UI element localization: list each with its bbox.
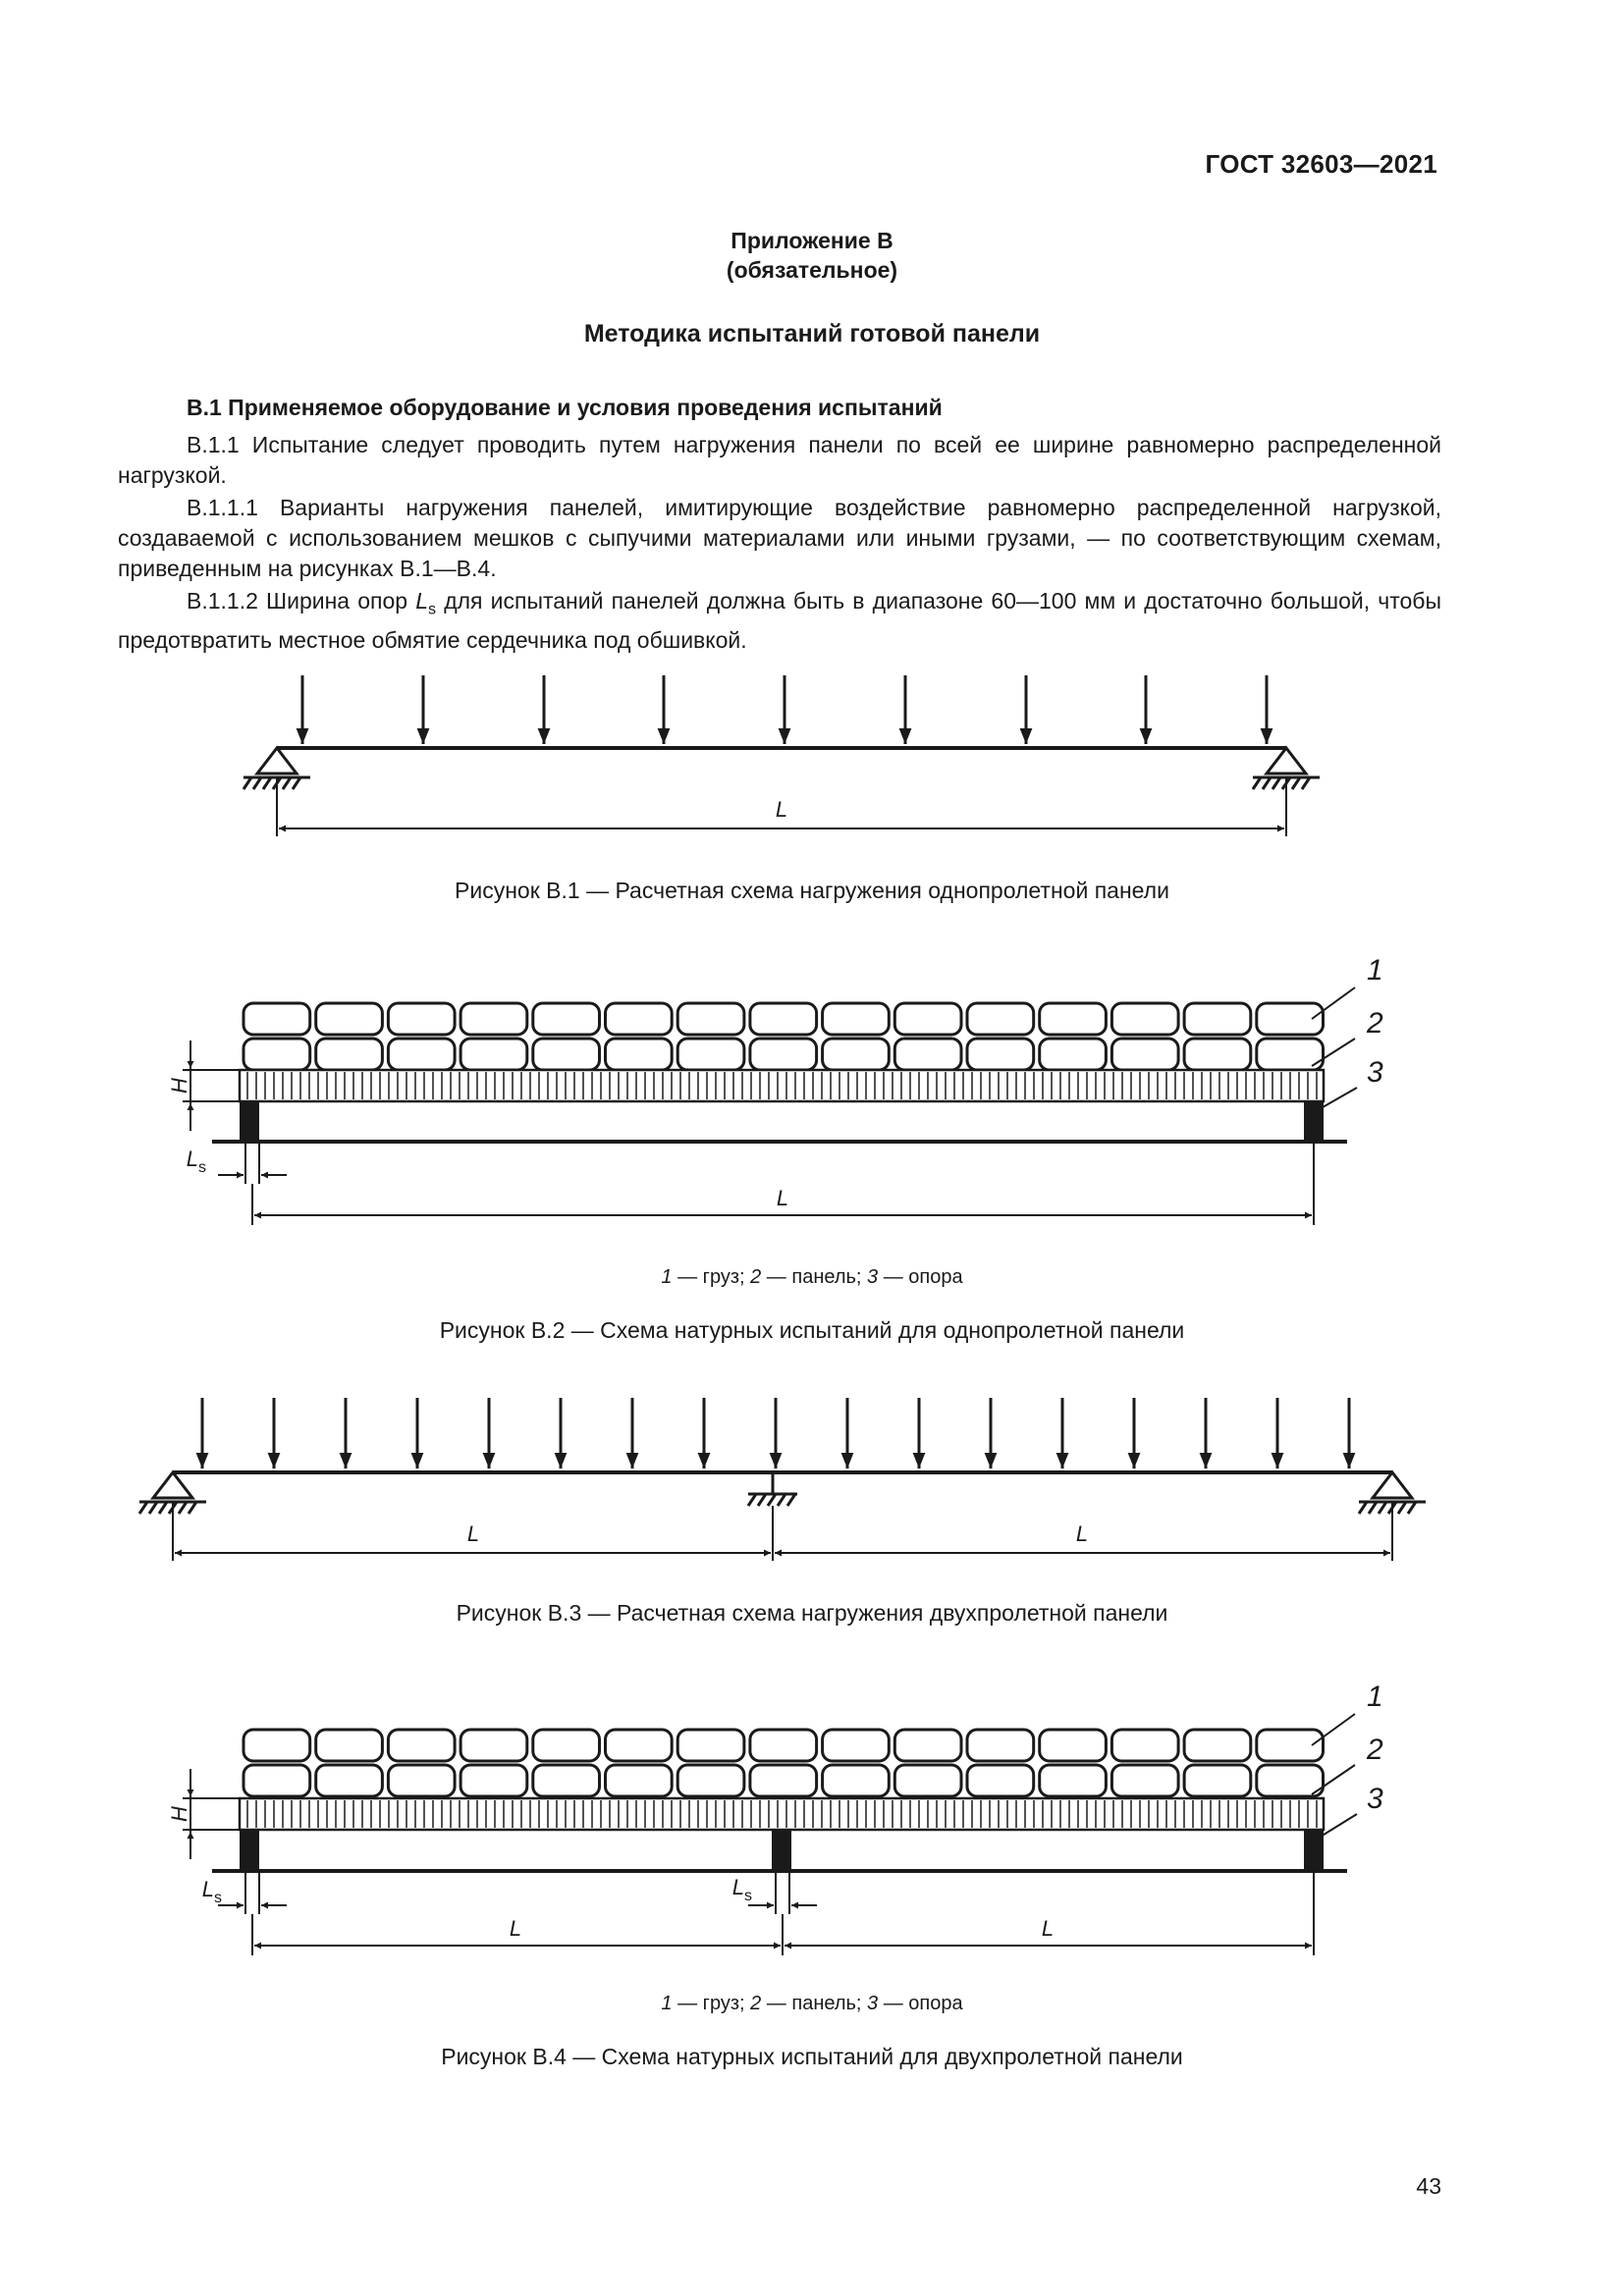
figure-b3-span-label-left: L (466, 1522, 480, 1546)
load-bag (316, 1730, 383, 1761)
figure-b1-caption: Рисунок В.1 — Расчетная схема нагружения однопролетной панели (455, 878, 1169, 903)
load-bag (967, 1003, 1034, 1035)
page-number: 43 (1416, 2173, 1441, 2199)
paragraph-b-1-1-1: В.1.1.1 Варианты нагружения панелей, имитирующие воздействие равномерно распределенной нагрузкой, создаваемой с использованием мешков с сыпучими материалами или иными грузами, — по соответствующим схемам, приведенным на рисунках В.1—В.4. (118, 495, 1441, 581)
load-bag (967, 1730, 1034, 1761)
figure-b4-support-width-dimensions (218, 1871, 817, 1914)
load-bag (606, 1039, 673, 1070)
load-bag (677, 1003, 744, 1035)
load-bag (750, 1765, 817, 1796)
load-bag (1040, 1730, 1107, 1761)
load-bag (1184, 1003, 1251, 1035)
figure-b4-callout-2: 2 (1367, 1734, 1383, 1766)
figure-b2-height-label: H (167, 1078, 191, 1094)
appendix-status: (обязательное) (726, 257, 898, 283)
load-bag (316, 1039, 383, 1070)
load-bag (388, 1730, 455, 1761)
figure-b3-span-dimensions (173, 1502, 1392, 1561)
paragraph-b-1-1: В.1.1 Испытание следует проводить путем нагружения панели по всей ее ширине равномерно распределенной нагрузкой. (118, 432, 1441, 488)
load-bag (316, 1003, 383, 1035)
load-bag (1111, 1765, 1178, 1796)
load-bag (750, 1039, 817, 1070)
load-bag (316, 1765, 383, 1796)
load-bag (1184, 1039, 1251, 1070)
figure-b4-span-dimensions (252, 1871, 1314, 1955)
figure-b2-diagram (0, 952, 1624, 1237)
load-bag (244, 1765, 310, 1796)
figure-b3-diagram (0, 1384, 1624, 1590)
load-bag (894, 1039, 961, 1070)
load-bag (606, 1765, 673, 1796)
load-bag (1040, 1039, 1107, 1070)
load-bag (244, 1039, 310, 1070)
load-bag (677, 1765, 744, 1796)
figure-b2-callout-1: 1 (1367, 954, 1383, 987)
load-bag (533, 1003, 600, 1035)
load-bag (823, 1765, 890, 1796)
load-bag (894, 1765, 961, 1796)
section-title: В.1 Применяемое оборудование и условия проведения испытаний (187, 395, 943, 420)
figure-b1-load-arrows (302, 675, 1267, 744)
load-bag (244, 1730, 310, 1761)
load-bag (460, 1003, 527, 1035)
load-bag (1111, 1039, 1178, 1070)
figure-b3-span-label-right: L (1075, 1522, 1089, 1546)
figure-b2-left-support (240, 1101, 259, 1142)
figure-b4-caption: Рисунок В.4 — Схема натурных испытаний для двухпролетной панели (441, 2044, 1183, 2069)
figure-b2-span-dimension (252, 1142, 1314, 1225)
figure-b2-caption: Рисунок В.2 — Схема натурных испытаний для однопролетной панели (439, 1317, 1185, 1343)
load-bag (823, 1730, 890, 1761)
load-bag (894, 1730, 961, 1761)
figure-b2-panel (240, 1070, 1324, 1101)
figure-b3-caption: Рисунок В.3 — Расчетная схема нагружения двухпролетной панели (456, 1600, 1168, 1626)
load-bag (823, 1039, 890, 1070)
load-bag (967, 1765, 1034, 1796)
load-bag (823, 1003, 890, 1035)
load-bag (894, 1003, 961, 1035)
load-bag (388, 1765, 455, 1796)
document-number: ГОСТ 32603—2021 (1205, 149, 1437, 179)
load-bag (606, 1730, 673, 1761)
load-bag (388, 1039, 455, 1070)
load-bag (606, 1003, 673, 1035)
load-bag (967, 1039, 1034, 1070)
figure-b4-support-width-label-middle: $L_s$ (731, 1875, 752, 1904)
figure-b4-height-label: H (167, 1806, 191, 1822)
load-bag (460, 1765, 527, 1796)
figure-b1-diagram (0, 658, 1624, 883)
load-bag (750, 1730, 817, 1761)
figure-b4-callout-3: 3 (1367, 1783, 1383, 1815)
figure-b4-load-bags (244, 1730, 1324, 1796)
figure-b4-callout-1: 1 (1367, 1682, 1383, 1713)
figure-b3-load-arrows (202, 1398, 1349, 1468)
figure-b2-callout-2: 2 (1367, 1007, 1383, 1040)
load-bag (1040, 1765, 1107, 1796)
load-bag (750, 1003, 817, 1035)
load-bag (1040, 1003, 1107, 1035)
figure-b2-support-width-label: $L_s$ (186, 1147, 206, 1176)
appendix-heading: Методика испытаний готовой панели (583, 320, 1041, 347)
figure-b4-diagram (0, 1682, 1624, 1967)
load-bag (1184, 1765, 1251, 1796)
load-bag (1111, 1730, 1178, 1761)
figure-b4-middle-support (772, 1830, 791, 1871)
figure-b4-left-support (240, 1830, 259, 1871)
figure-b4-panel (240, 1798, 1324, 1830)
load-bag (677, 1039, 744, 1070)
figure-b1-span-label: L (775, 797, 788, 822)
figure-b4-support-width-label-left: $L_s$ (201, 1877, 222, 1906)
load-bag (533, 1765, 600, 1796)
figure-b2-support-width-dimension (218, 1142, 287, 1184)
load-bag (677, 1730, 744, 1761)
figure-b4-span-label-left: L (509, 1916, 522, 1941)
load-bag (1184, 1730, 1251, 1761)
figure-b2-legend: 1 — груз; 2 — панель; 3 — опора (661, 1266, 963, 1288)
load-bag (244, 1003, 310, 1035)
figure-b4-span-label-right: L (1041, 1916, 1055, 1941)
load-bag (460, 1730, 527, 1761)
figure-b2-load-bags (244, 1003, 1324, 1070)
load-bag (533, 1730, 600, 1761)
load-bag (1257, 1765, 1324, 1796)
appendix-title: Приложение В (731, 228, 893, 253)
figure-b2-callout-3: 3 (1367, 1056, 1383, 1089)
load-bag (533, 1039, 600, 1070)
figure-b4-legend: 1 — груз; 2 — панель; 3 — опора (661, 1993, 963, 2014)
load-bag (1111, 1003, 1178, 1035)
figure-b2-span-label: L (776, 1186, 789, 1210)
paragraph-b-1-1-2: В.1.1.2 Ширина опор $L_s$ для испытаний панелей должна быть в диапазоне 60—100 мм и достаточно большой, чтобы предотвратить местное обмятие сердечника под обшивкой. (118, 588, 1441, 653)
figure-b3-middle-support (748, 1472, 797, 1506)
load-bag (388, 1003, 455, 1035)
load-bag (460, 1039, 527, 1070)
